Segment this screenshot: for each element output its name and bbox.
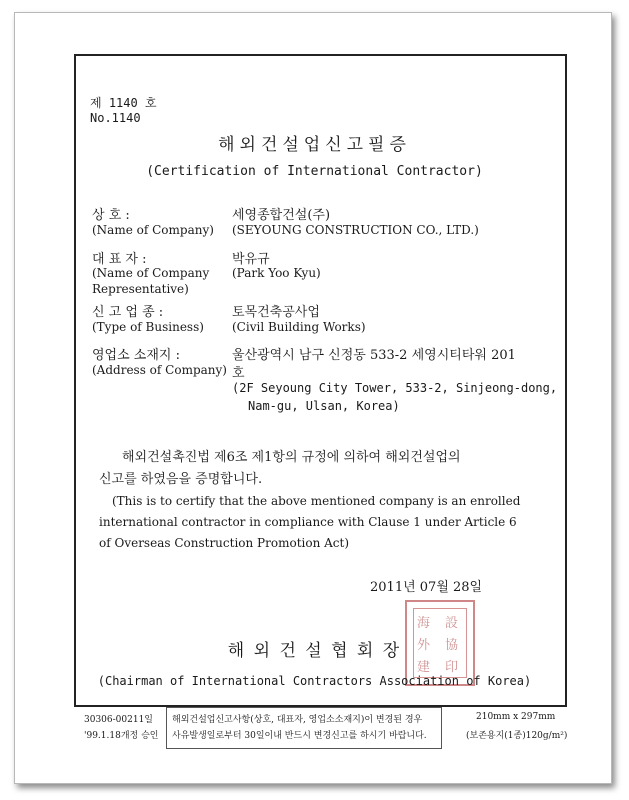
representative-value-kr: 박유규: [232, 252, 270, 267]
business-type-value-kr: 토목건축공사업: [232, 305, 320, 320]
change-notice-line1: 해외건설업신고사항(상호, 대표자, 영업소소재지)이 변경된 경우: [172, 715, 423, 725]
business-type-value-en: (Civil Building Works): [232, 320, 366, 334]
official-seal: 海 設 外 協 建 印: [405, 600, 475, 686]
document-title-en: (Certification of International Contractor): [146, 164, 483, 179]
address-value-en-2: Nam-gu, Ulsan, Korea): [248, 399, 400, 413]
certificate-number-kr: 제 1140 호: [90, 96, 157, 110]
issuer-en: (Chairman of International Contractors Association of Korea): [97, 674, 532, 688]
statement-en-line2: international contractor in compliance with Clause 1 under Article 6: [99, 515, 517, 529]
business-type-label-kr: 신 고 업 종 :: [92, 305, 164, 320]
statement-kr-line1: 해외건설촉진법 제6조 제1항의 규정에 의하여 해외건설업의: [122, 450, 461, 465]
representative-label-kr: 대 표 자 :: [92, 252, 147, 267]
address-value-kr-2: 호: [232, 366, 245, 381]
company-name-label-kr: 상 호 :: [92, 208, 130, 223]
address-value-en: (2F Seyoung City Tower, 533-2, Sinjeong-dong,: [232, 381, 558, 395]
company-name-value-kr: 세영종합건설(주): [232, 208, 331, 223]
issuer-kr: 해 외 건 설 협 회 장: [227, 641, 402, 661]
paper-type: (보존용지(1종)120g/m²): [466, 731, 568, 741]
representative-value-en: (Park Yoo Kyu): [232, 266, 321, 280]
address-value-kr: 울산광역시 남구 신정동 533-2 세영시티타워 201: [232, 348, 516, 363]
address-label-en: (Address of Company): [92, 363, 227, 377]
form-number: 30306-00211일: [84, 715, 153, 725]
paper-size: 210mm x 297mm: [476, 712, 556, 722]
change-notice-line2: 사유발생일로부터 30일이내 반드시 변경신고를 하시기 바랍니다.: [172, 731, 427, 741]
statement-en-line3: of Overseas Construction Promotion Act): [99, 536, 350, 550]
form-revision: '99.1.18개정 승인: [84, 731, 159, 741]
address-label-kr: 영업소 소재지 :: [92, 348, 180, 363]
company-name-value-en: (SEYOUNG CONSTRUCTION CO., LTD.): [232, 223, 479, 237]
business-type-label-en: (Type of Business): [92, 320, 204, 334]
statement-kr-line2: 신고를 하였음을 증명합니다.: [99, 472, 263, 487]
representative-label-en: (Name of Company: [92, 266, 210, 280]
certificate-number-en: No.1140: [90, 111, 141, 125]
issue-date: 2011년 07월 28일: [370, 580, 483, 595]
representative-label-en-2: Representative): [92, 282, 189, 296]
document-title-kr: 해외건설업신고필증: [218, 135, 411, 155]
company-name-label-en: (Name of Company): [92, 223, 214, 237]
statement-en-line1: (This is to certify that the above mentioned company is an enrolled: [112, 494, 521, 508]
